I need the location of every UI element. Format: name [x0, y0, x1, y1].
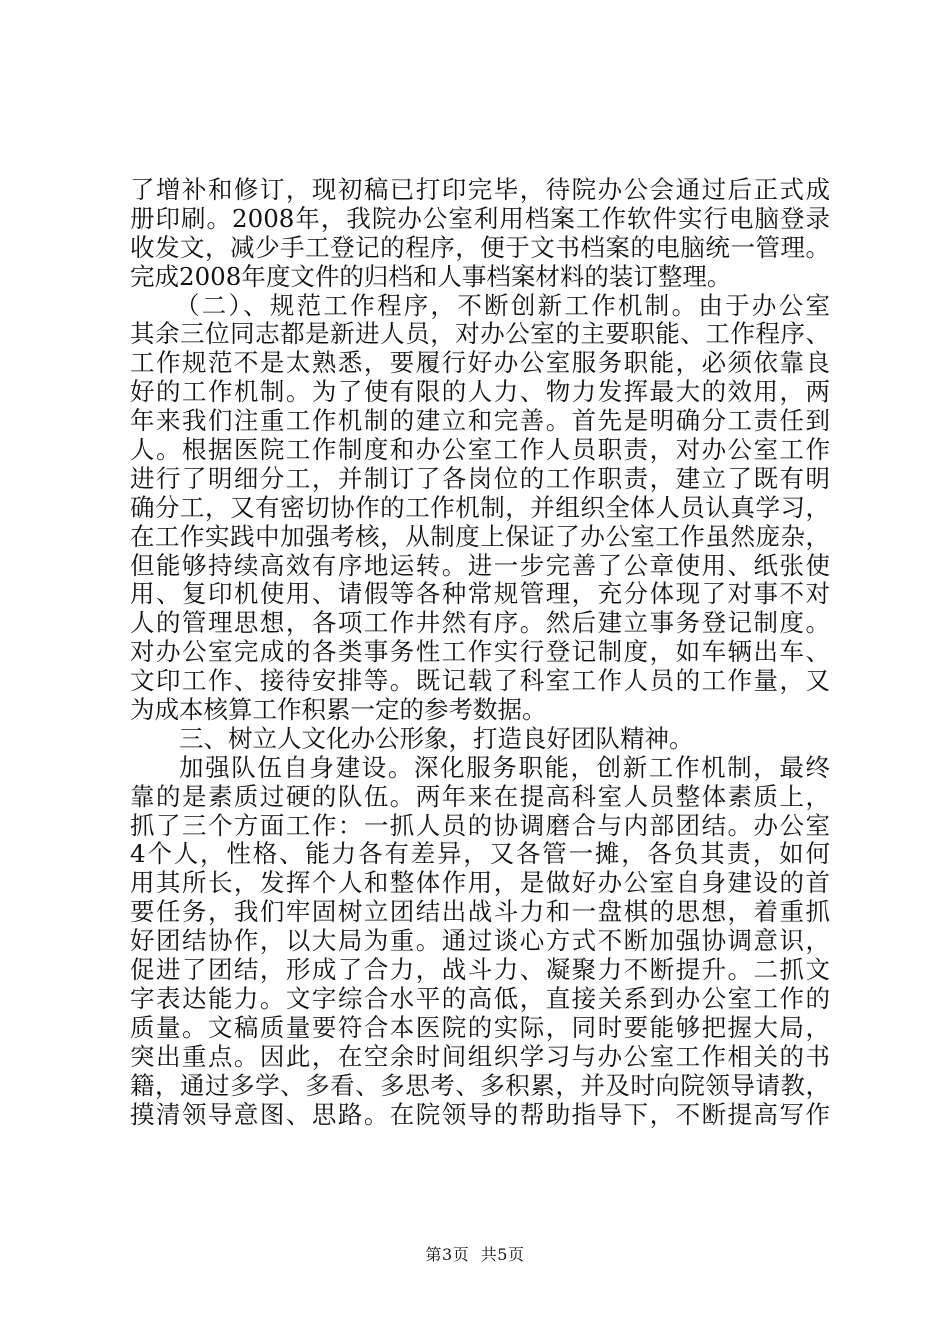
document-body	[130, 176, 830, 1129]
text-line: 年来我们注重工作机制的建立和完善。首先是明确分工责任到	[130, 406, 830, 436]
text-line: 用其所长，发挥个人和整体作用，是做好办公室自身建设的首	[130, 868, 830, 898]
paragraph-first-line: 加强队伍自身建设。深化服务职能，创新工作机制，最终	[179, 752, 830, 782]
text-line: 抓了三个方面工作：一抓人员的协调磨合与内部团结。办公室	[130, 810, 830, 840]
section-heading-line: （二）、规范工作程序，不断创新工作机制。由于办公室	[175, 290, 830, 320]
text-line: 了增补和修订，现初稿已打印完毕，待院办公会通过后正式成	[130, 175, 830, 204]
text-line: 要任务，我们牢固树立团结出战斗力和一盘棋的思想，着重抓	[130, 897, 830, 927]
text-line: 确分工，又有密切协作的工作机制，并组织全体人员认真学习，	[130, 492, 830, 522]
text-line: 为成本核算工作积累一定的参考数据。	[130, 695, 547, 725]
text-line: 促进了团结，形成了合力，战斗力、凝聚力不断提升。二抓文	[130, 955, 830, 985]
text-line: 对办公室完成的各类事务性工作实行登记制度，如车辆出车、	[130, 637, 830, 667]
text-line: 进行了明细分工，并制订了各岗位的工作职责，建立了既有明	[130, 463, 830, 493]
text-line: 质量。文稿质量要符合本医院的实际，同时要能够把握大局，	[130, 1012, 830, 1042]
text-line: 好团结协作，以大局为重。通过谈心方式不断加强协调意识，	[130, 926, 830, 956]
text-line: 收发文，减少手工登记的程序，便于文书档案的电脑统一管理。	[130, 232, 830, 262]
text-line: 人。根据医院工作制度和办公室工作人员职责，对办公室工作	[130, 435, 830, 465]
text-line: 其余三位同志都是新进人员，对办公室的主要职能、工作程序、	[130, 319, 830, 349]
section-heading-line: 三、树立人文化办公形象，打造良好团队精神。	[179, 723, 694, 753]
text-line: 但能够持续高效有序地运转。进一步完善了公章使用、纸张使	[130, 550, 830, 580]
page-number-current: 第3页	[425, 1245, 470, 1264]
text-line: 在工作实践中加强考核，从制度上保证了办公室工作虽然庞杂，	[130, 521, 830, 551]
text-line: 用、复印机使用、请假等各种常规管理，充分体现了对事不对	[130, 579, 830, 609]
text-line: 文印工作、接待安排等。既记载了科室工作人员的工作量，又	[130, 666, 830, 696]
text-line: 工作规范不是太熟悉，要履行好办公室服务职能，必须依靠良	[130, 348, 830, 378]
text-line: 人的管理思想，各项工作井然有序。然后建立事务登记制度。	[130, 608, 830, 638]
text-line: 突出重点。因此，在空余时间组织学习与办公室工作相关的书	[130, 1041, 830, 1071]
text-line: 字表达能力。文字综合水平的高低，直接关系到办公室工作的	[130, 983, 830, 1013]
text-line: 籍，通过多学、多看、多思考、多积累，并及时向院领导请教，	[130, 1070, 830, 1100]
text-line: 摸清领导意图、思路。在院领导的帮助指导下，不断提高写作	[130, 1099, 830, 1129]
page-footer	[0, 1245, 950, 1265]
text-line: 好的工作机制。为了使有限的人力、物力发挥最大的效用，两	[130, 377, 830, 407]
text-line: 靠的是素质过硬的队伍。两年来在提高科室人员整体素质上，	[130, 781, 830, 811]
text-line: 册印刷。2008年，我院办公室利用档案工作软件实行电脑登录	[130, 203, 830, 233]
text-line: 4个人，性格、能力各有差异，又各管一摊，各负其责，如何	[130, 839, 830, 869]
page-number-total: 共5页	[480, 1245, 525, 1264]
text-line: 完成2008年度文件的归档和人事档案材料的装订整理。	[130, 261, 732, 291]
